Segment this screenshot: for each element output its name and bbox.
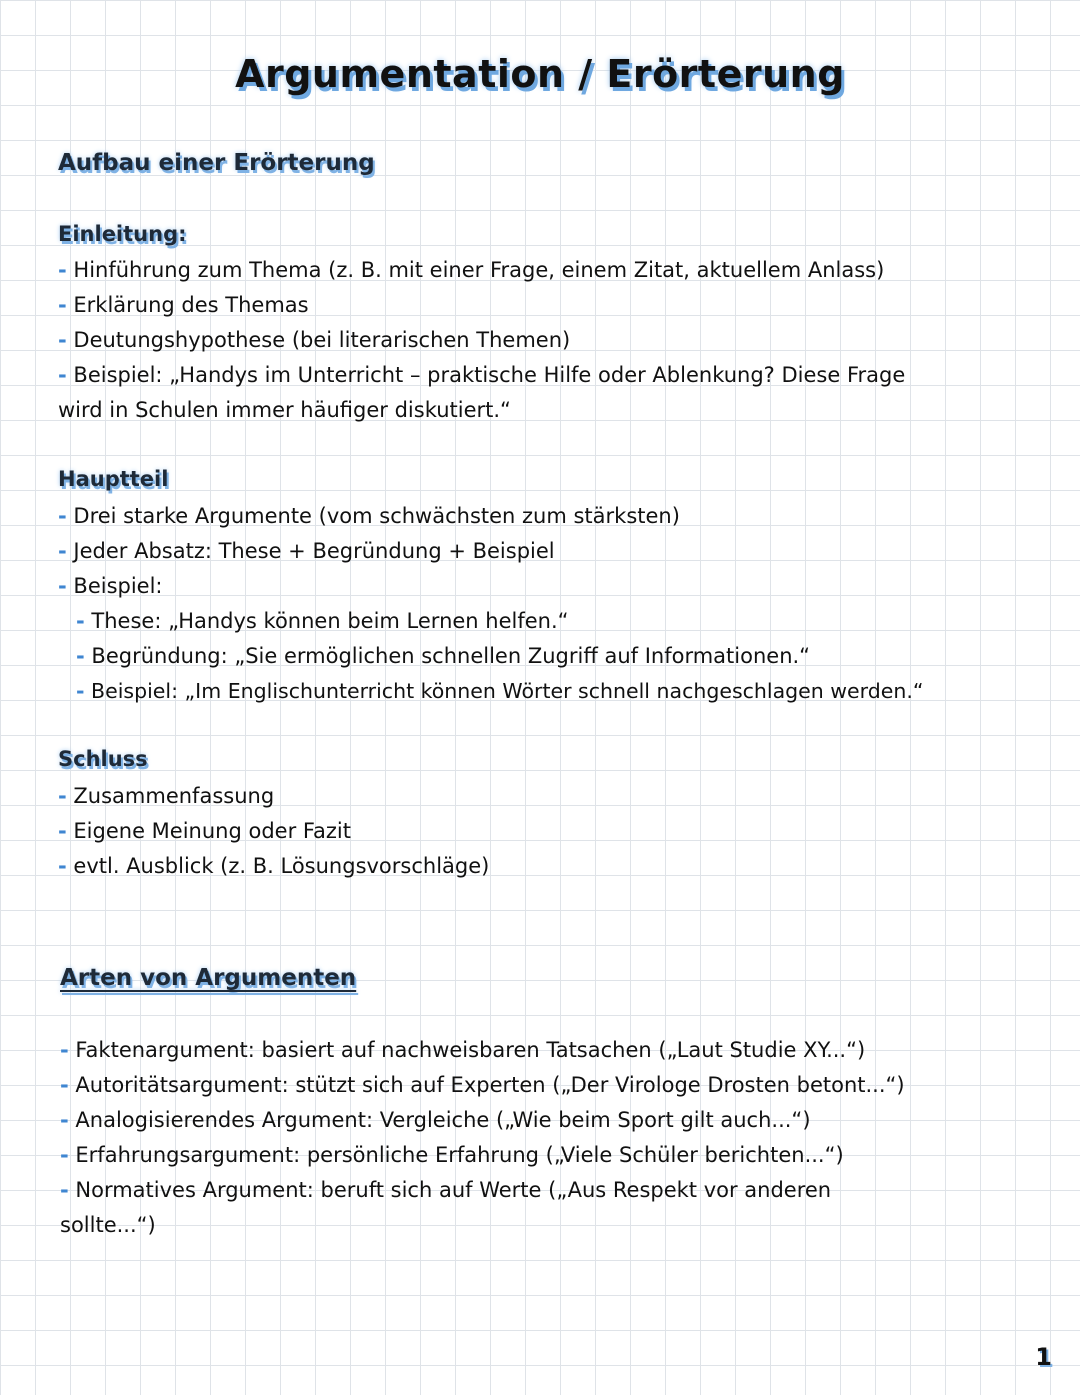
list-item: - evtl. Ausblick (z. B. Lösungsvorschläge)	[58, 854, 490, 878]
list-item: - Hinführung zum Thema (z. B. mit einer Frage, einem Zitat, aktuellem Anlass)	[58, 258, 885, 282]
list-item: - Beispiel: „Handys im Unterricht – praktische Hilfe oder Ablenkung? Diese Frage	[58, 363, 906, 387]
bullet-dash: -	[58, 854, 67, 878]
list-item: - Normatives Argument: beruft sich auf Werte („Aus Respekt vor anderen	[60, 1178, 832, 1202]
bullet-dash: -	[60, 1073, 69, 1097]
bullet-dash: -	[58, 574, 67, 598]
bullet-dash: -	[76, 609, 85, 633]
list-item: - Drei starke Argumente (vom schwächsten zum stärksten)	[58, 504, 680, 528]
list-item: - Faktenargument: basiert auf nachweisbaren Tatsachen („Laut Studie XY...“)	[60, 1038, 866, 1062]
subheading-einleitung: Einleitung:	[58, 222, 187, 246]
bullet-dash: -	[76, 644, 85, 668]
bullet-dash: -	[60, 1108, 69, 1132]
bullet-dash: -	[58, 504, 67, 528]
section-heading-aufbau: Aufbau einer Erörterung	[58, 150, 375, 176]
sub-list-item: - Begründung: „Sie ermöglichen schnellen Zugriff auf Informationen.“	[76, 644, 811, 668]
bullet-dash: -	[60, 1178, 69, 1202]
list-item: - Analogisierendes Argument: Vergleiche („Wie beim Sport gilt auch...“)	[60, 1108, 811, 1132]
list-item: - Erklärung des Themas	[58, 293, 309, 317]
bullet-dash: -	[58, 363, 67, 387]
bullet-dash: -	[58, 328, 67, 352]
list-item-continuation: sollte...“)	[60, 1213, 156, 1237]
list-item: - Beispiel:	[58, 574, 163, 598]
bullet-dash: -	[60, 1143, 69, 1167]
list-item: - Zusammenfassung	[58, 784, 275, 808]
sub-list-item: - These: „Handys können beim Lernen helfen.“	[76, 609, 569, 633]
bullet-dash: -	[58, 784, 67, 808]
list-item: - Deutungshypothese (bei literarischen Themen)	[58, 328, 571, 352]
bullet-dash: -	[76, 679, 85, 703]
bullet-dash: -	[58, 539, 67, 563]
list-item-continuation: wird in Schulen immer häufiger diskutiert.“	[58, 398, 511, 422]
list-item: - Jeder Absatz: These + Begründung + Beispiel	[58, 539, 555, 563]
list-item: - Eigene Meinung oder Fazit	[58, 819, 351, 843]
subheading-schluss: Schluss	[58, 747, 148, 771]
list-item: - Erfahrungsargument: persönliche Erfahrung („Viele Schüler berichten...“)	[60, 1143, 844, 1167]
bullet-dash: -	[58, 293, 67, 317]
bullet-dash: -	[58, 819, 67, 843]
subheading-hauptteil: Hauptteil	[58, 467, 169, 491]
bullet-dash: -	[60, 1038, 69, 1062]
page-number: 1	[1035, 1343, 1052, 1371]
sub-list-item: - Beispiel: „Im Englischunterricht können Wörter schnell nachgeschlagen werden.“	[76, 679, 924, 703]
page-title: Argumentation / Erörterung	[235, 52, 845, 96]
bullet-dash: -	[58, 258, 67, 282]
section-heading-arten: Arten von Argumenten	[60, 965, 357, 991]
list-item: - Autoritätsargument: stützt sich auf Experten („Der Virologe Drosten betont...“)	[60, 1073, 905, 1097]
